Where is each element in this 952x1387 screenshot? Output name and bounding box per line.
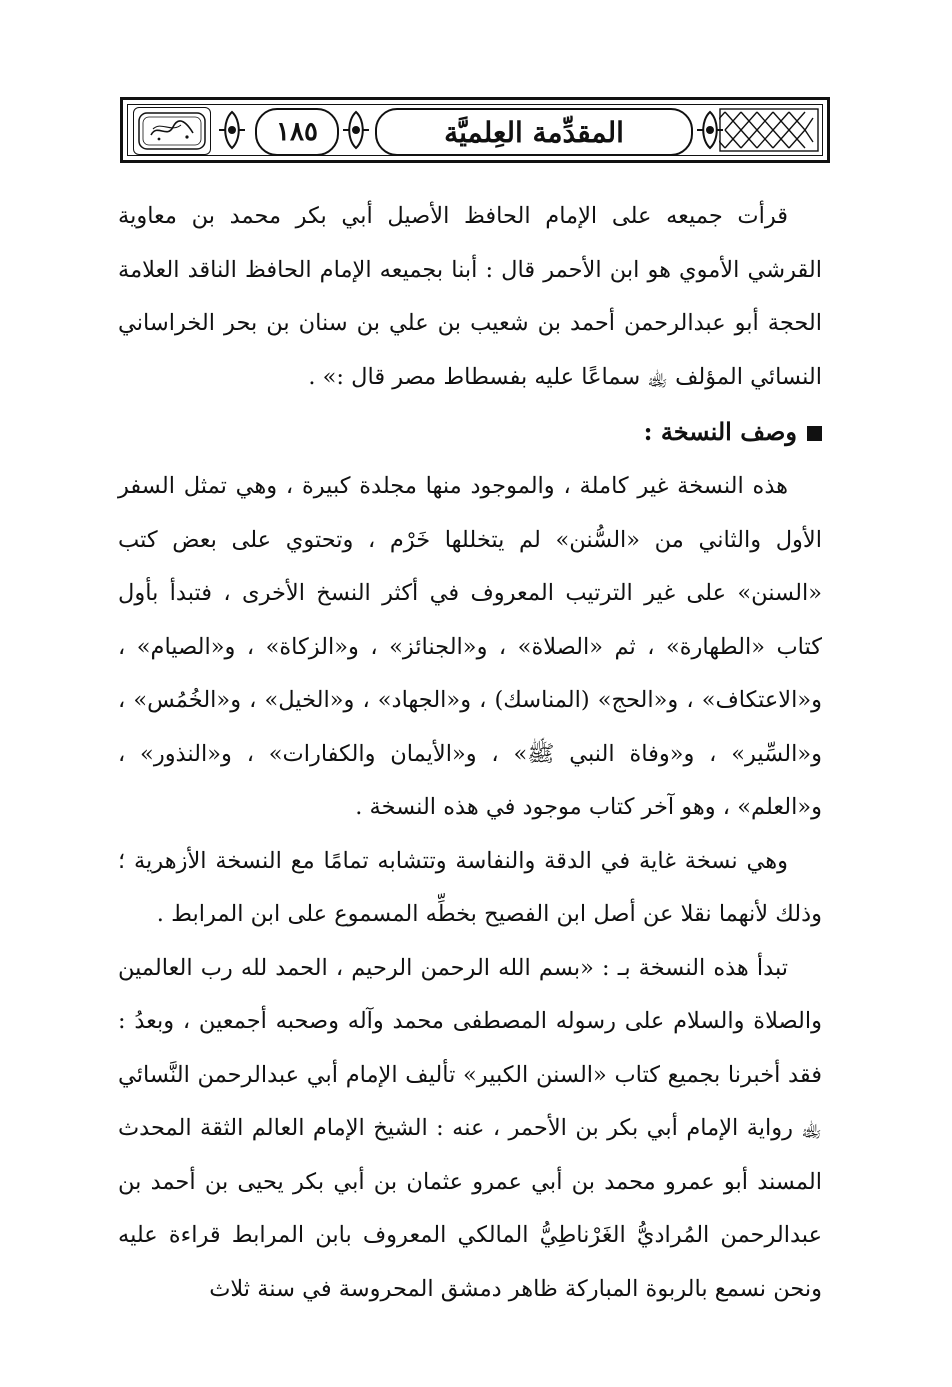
- body-paragraph: تبدأ هذه النسخة بـ : «بسم الله الرحمن الرحيم ، الحمد لله رب العالمين والصلاة والسلام على رسوله المصطفى محمد وآله وصحبه أجمعين ، وبعدُ : فقد أخبرنا بجميع كتاب «السنن الكبير» تأليف الإمام أبي عبدالرحمن النَّسائي ﵀ رواية الإمام أبي بكر بن الأحمر ، عنه : الشيخ الإمام العالم الثقة المحدث المسند أبو عمرو محمد بن أبي عمرو عثمان بن أبي بكر يحيى بن أحمد بن عبدالرحمن المُراديُّ الغَرْناطِيُّ المالكي المعروف بابن المرابط قراءة عليه ونحن نسمع بالربوة المباركة ظاهر دمشق المحروسة في سنة ثلاث: [118, 954, 822, 1302]
- intro-paragraph: قرأت جميعه على الإمام الحافظ الأصيل أبي بكر محمد بن معاوية القرشي الأموي هو ابن الأحمر قال : أبنا بجميعه الإمام الحافظ الناقد العلامة الحجة أبو عبدالرحمن أحمد بن شعيب بن علي بن سنان بن بحر الخراساني النسائي المؤلف ﵀ سماعًا عليه بفسطاط مصر قال :» .: [118, 203, 822, 390]
- section-heading-text: وصف النسخة :: [643, 417, 797, 446]
- square-bullet-icon: [807, 426, 822, 441]
- header-lattice-icon: [719, 108, 819, 152]
- book-logo-emblem-icon: [137, 111, 207, 151]
- page-number: ١٨٥: [255, 108, 339, 156]
- header-ornament-icon: [215, 108, 249, 152]
- body-paragraph: هذه النسخة غير كاملة ، والموجود منها مجلدة كبيرة ، وهي تمثل السفر الأول والثاني من «السُّنن» لم يتخللها خَرْم ، وتحتوي على بعض كتب «السنن» على غير الترتيب المعروف في أكثر النسخ الأخرى ، فتبدأ بأول كتاب «الطهارة» ، ثم «الصلاة» ، و«الجنائز» ، و«الزكاة» ، و«الصيام» ، و«الاعتكاف» ، و«الحج» (المناسك) ، و«الجهاد» ، و«الخيل» ، و«الخُمُس» ، و«السِّير» ، و«وفاة النبي ﷺ» ، و«الأيمان والكفارات» ، و«النذور» ، و«العلم» ، وهو آخر كتاب موجود في هذه النسخة .: [118, 473, 822, 820]
- page-header: [120, 97, 830, 163]
- book-logo: [133, 107, 211, 155]
- body-paragraph: وهي نسخة غاية في الدقة والنفاسة وتتشابه تمامًا مع النسخة الأزهرية ؛ وذلك لأنهما نقلا عن أصل ابن الفصيح بخطِّه المسموع على ابن المرابط .: [118, 847, 822, 927]
- page-body: [118, 190, 822, 1316]
- section-heading: [118, 404, 822, 460]
- header-ornament-icon: [339, 108, 373, 152]
- running-title: المقدِّمة العِلميَّة: [375, 108, 693, 156]
